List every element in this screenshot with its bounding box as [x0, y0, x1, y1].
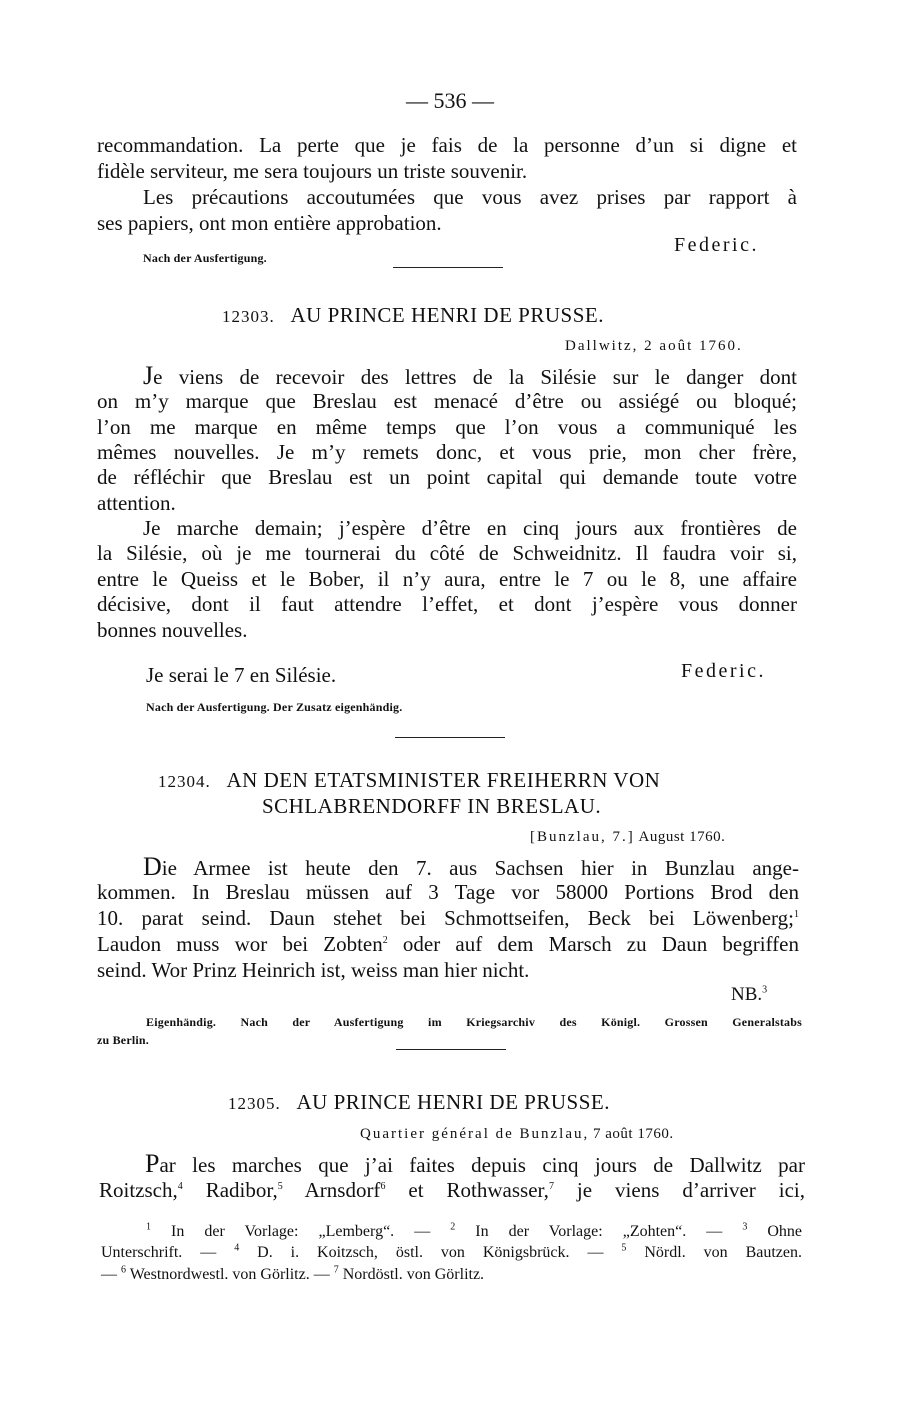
footnote-ref: 2: [382, 935, 388, 946]
footnote-ref: 6: [380, 1181, 386, 1192]
footnote-ref: 5: [277, 1181, 283, 1192]
paragraph-line: [97, 906, 799, 932]
footnote-text: Nordöstl. von Görlitz.: [338, 1266, 485, 1283]
text-run: et Rothwasser,: [385, 1178, 549, 1202]
signature: Federic.: [674, 234, 759, 256]
text-run: Radibor,: [182, 1178, 278, 1202]
drop-cap: D: [143, 852, 162, 881]
postscript: Je serai le 7 en Silésie.: [146, 663, 337, 687]
footnote-marker: 2: [450, 1221, 456, 1233]
letter-dateline: [565, 334, 743, 360]
paragraph-line: mêmes nouvelles. Je m’y remets donc, et vous prie, mon cher frère,: [97, 440, 797, 464]
drop-cap: J: [143, 361, 154, 390]
footnote-marker: 7: [333, 1264, 339, 1276]
footnote-marker: 3: [742, 1221, 748, 1233]
paragraph-line: [143, 854, 799, 882]
footnote-text: D. i. Koitzsch, östl. von Königsbrück. —: [239, 1244, 622, 1261]
footnote-text: —: [101, 1266, 121, 1283]
paragraph-line: [143, 363, 797, 391]
paragraph-line: Je marche demain; j’espère d’être en cinq jours aux frontières de: [143, 516, 797, 540]
text-run: Laudon muss wor bei Zobten: [97, 932, 383, 956]
letter-title-line2: SCHLABRENDORFF IN BRESLAU.: [262, 794, 602, 818]
letter-dateline: [360, 1122, 674, 1148]
footnote-text: In der Vorlage: „Zohten“. —: [455, 1223, 743, 1240]
source-note: Nach der Ausfertigung.: [143, 251, 267, 265]
paragraph-line: kommen. In Breslau müssen auf 3 Tage vor 58000 Portions Brod den: [97, 880, 799, 904]
page-header: [0, 88, 900, 114]
paragraph-line: bonnes nouvelles.: [97, 618, 248, 642]
signature: Federic.: [681, 660, 766, 682]
text-run: je viens d’arriver ici,: [553, 1178, 805, 1202]
letter-number: 12305.: [228, 1094, 281, 1113]
footnote-line: [101, 1265, 484, 1285]
footnote-marker: 4: [234, 1242, 240, 1254]
paragraph-line: entre le Queiss et le Bober, il n’y aura, entre le 7 ou le 8, une affaire: [97, 567, 797, 591]
paragraph-line: l’on me marque en même temps que l’on vous a communiqué les: [97, 415, 797, 439]
text-run: e viens de recevoir des lettres de la Silésie sur le danger dont: [153, 365, 797, 389]
letter-heading: [222, 303, 604, 330]
page-number: 536: [433, 88, 467, 113]
letter-number: 12304.: [158, 772, 211, 791]
text-run: 10. parat seind. Daun stehet bei Schmottseifen, Beck bei Löwenberg;: [97, 906, 794, 930]
section-divider: [393, 267, 503, 268]
section-divider: [396, 1049, 506, 1050]
paragraph-line: la Silésie, où je me tournerai du côté de Schweidnitz. Il faudra voir si,: [97, 541, 797, 565]
paragraph-line: [99, 1178, 805, 1204]
text-run: Arnsdorf: [282, 1178, 381, 1202]
letter-date: August 1760.: [638, 829, 726, 845]
letter-date: 2 août 1760.: [644, 338, 743, 354]
paragraph-line: attention.: [97, 491, 176, 515]
continued-paragraph-line: fidèle serviteur, me sera toujours un triste souvenir.: [97, 159, 528, 183]
footnote-text: Nördl. von Bautzen.: [626, 1244, 803, 1261]
letter-heading: [158, 768, 660, 795]
source-note: Eigenhändig. Nach der Ausfertigung im Kriegsarchiv des Königl. Grossen Generalstabs: [146, 1015, 802, 1029]
footnote-ref: 7: [548, 1181, 554, 1192]
paragraph-line: ses papiers, ont mon entière approbation.: [97, 211, 442, 235]
paragraph-line: [145, 1151, 805, 1179]
nb-text: NB.: [731, 984, 763, 1005]
paragraph-line: Les précautions accoutumées que vous avez prises par rapport à: [143, 185, 797, 209]
source-note-cont: zu Berlin.: [97, 1033, 149, 1047]
paragraph-line: de réfléchir que Breslau est un point capital qui demande toute votre: [97, 465, 797, 489]
footnote-line: [146, 1222, 802, 1242]
source-note: Nach der Ausfertigung. Der Zusatz eigenhändig.: [146, 700, 403, 714]
footnote-marker: 1: [146, 1221, 151, 1233]
nb-mark: [731, 982, 767, 1008]
letter-heading: [228, 1090, 610, 1117]
letter-dateline: [530, 825, 725, 851]
letter-place: Dallwitz,: [565, 338, 639, 354]
paragraph-line: décisive, dont il faut attendre l’effet, et dont j’espère vous donner: [97, 592, 797, 616]
paragraph-line: on m’y marque que Breslau est menacé d’être ou assiégé ou bloqué;: [97, 389, 797, 413]
footnote-text: Unterschrift. —: [101, 1244, 235, 1261]
header-dash-left: —: [406, 88, 434, 113]
letter-title: AN DEN ETATSMINISTER FREIHERRN VON: [226, 768, 661, 792]
text-run: Roitzsch,: [99, 1178, 178, 1202]
drop-cap: P: [145, 1149, 160, 1178]
letter-title: AU PRINCE HENRI DE PRUSSE.: [290, 303, 604, 327]
paragraph-line: [97, 932, 799, 958]
footnote-ref: 1: [794, 909, 799, 920]
letter-place: [Bunzlau, 7.]: [530, 829, 635, 845]
footnote-text: Westnordwestl. von Görlitz. —: [126, 1266, 334, 1283]
text-run: oder auf dem Marsch zu Daun begriffen: [387, 932, 799, 956]
letter-number: 12303.: [222, 307, 275, 326]
paragraph-line: seind. Wor Prinz Heinrich ist, weiss man hier nicht.: [97, 958, 530, 982]
text-run: ar les marches que j’ai faites depuis cinq jours de Dallwitz par: [159, 1153, 805, 1177]
footnote-marker: 5: [621, 1242, 627, 1254]
header-dash-right: —: [472, 88, 494, 113]
letter-title: AU PRINCE HENRI DE PRUSSE.: [296, 1090, 610, 1114]
section-divider: [395, 737, 505, 738]
footnote-ref: 4: [177, 1181, 183, 1192]
text-run: ie Armee ist heute den 7. aus Sachsen hier in Bunzlau ange-: [161, 856, 799, 880]
footnote-marker: 6: [121, 1264, 126, 1276]
footnote-line: [101, 1243, 802, 1263]
continued-paragraph-line: recommandation. La perte que je fais de la personne d’un si digne et: [97, 133, 797, 157]
footnote-text: In der Vorlage: „Lemberg“. —: [151, 1223, 451, 1240]
letter-place: Quartier général de Bunzlau,: [360, 1126, 590, 1142]
letter-date: 7 août 1760.: [593, 1126, 674, 1142]
footnote-text: Ohne: [747, 1223, 803, 1240]
footnote-ref: 3: [762, 984, 768, 996]
